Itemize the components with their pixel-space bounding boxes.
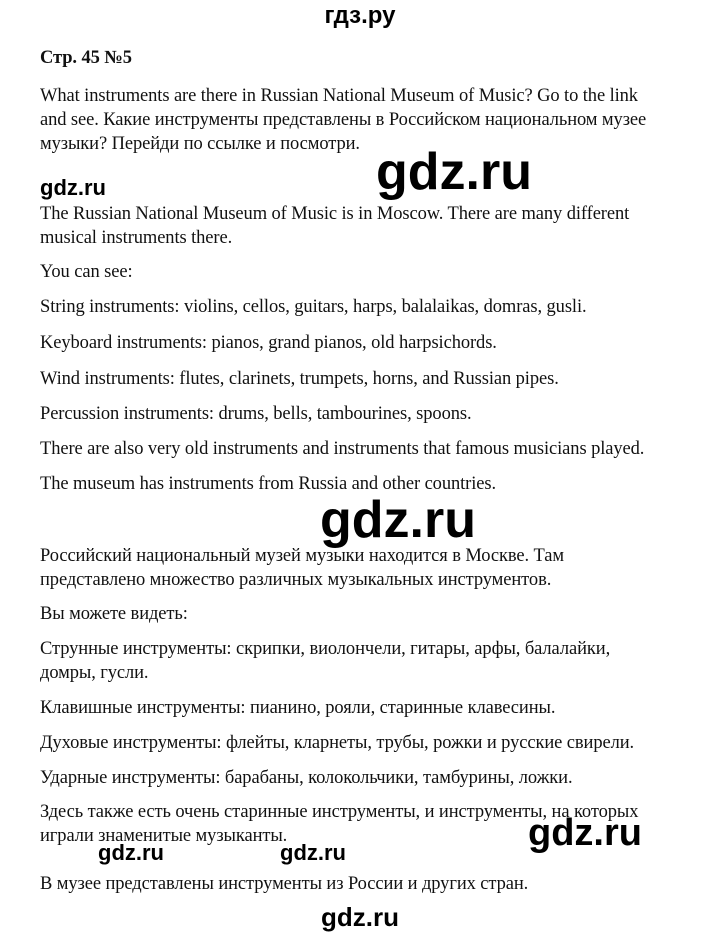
english-old: There are also very old instruments and instruments that famous musicians played.	[40, 439, 645, 459]
russian-wind: Духовые инструменты: флейты, кларнеты, трубы, рожки и русские свирели.	[40, 733, 635, 753]
watermark: gdz.ru	[321, 902, 399, 932]
english-wind: Wind instruments: flutes, clarinets, trumpets, horns, and Russian pipes.	[40, 369, 559, 389]
watermark: gdz.ru	[280, 840, 346, 865]
task-heading: Стр. 45 №5	[40, 48, 132, 68]
russian-you-can-see: Вы можете видеть:	[40, 604, 188, 624]
russian-keyboard: Клавишные инструменты: пианино, рояли, старинные клавесины.	[40, 698, 556, 718]
russian-countries: В музее представлены инструменты из России и других стран.	[40, 874, 529, 894]
english-keyboard: Keyboard instruments: pianos, grand pianos, old harpsichords.	[40, 333, 497, 353]
watermark: gdz.ru	[376, 143, 532, 201]
english-percussion: Percussion instruments: drums, bells, tambourines, spoons.	[40, 404, 472, 424]
russian-intro-line: Российский национальный музей музыки находится в Москве. Там	[40, 546, 565, 566]
question-line: What instruments are there in Russian National Museum of Music? Go to the link	[40, 86, 638, 106]
english-intro-line: musical instruments there.	[40, 228, 233, 248]
russian-intro-line: представлено множество различных музыкальных инструментов.	[40, 570, 552, 590]
watermark: gdz.ru	[528, 812, 642, 854]
russian-string-line: домры, гусли.	[40, 663, 149, 683]
russian-percussion: Ударные инструменты: барабаны, колокольчики, тамбурины, ложки.	[40, 768, 573, 788]
site-title: гдз.ру	[324, 2, 396, 29]
russian-old-line: играли знаменитые музыканты.	[40, 826, 288, 846]
english-countries: The museum has instruments from Russia and other countries.	[40, 474, 497, 494]
english-intro-line: The Russian National Museum of Music is in Moscow. There are many different	[40, 204, 630, 224]
question-line: and see. Какие инструменты представлены в Российском национальном музее	[40, 110, 647, 130]
watermark: gdz.ru	[98, 840, 164, 865]
russian-string-line: Струнные инструменты: скрипки, виолончели, гитары, арфы, балалайки,	[40, 639, 611, 659]
question-line: музыки? Перейди по ссылке и посмотри.	[40, 134, 360, 154]
english-you-can-see: You can see:	[40, 262, 133, 282]
watermark: gdz.ru	[40, 175, 106, 200]
english-string: String instruments: violins, cellos, guitars, harps, balalaikas, domras, gusli.	[40, 297, 587, 317]
watermark: gdz.ru	[320, 491, 476, 549]
russian-old-line: Здесь также есть очень старинные инструменты, и инструменты, на которых	[40, 802, 639, 822]
